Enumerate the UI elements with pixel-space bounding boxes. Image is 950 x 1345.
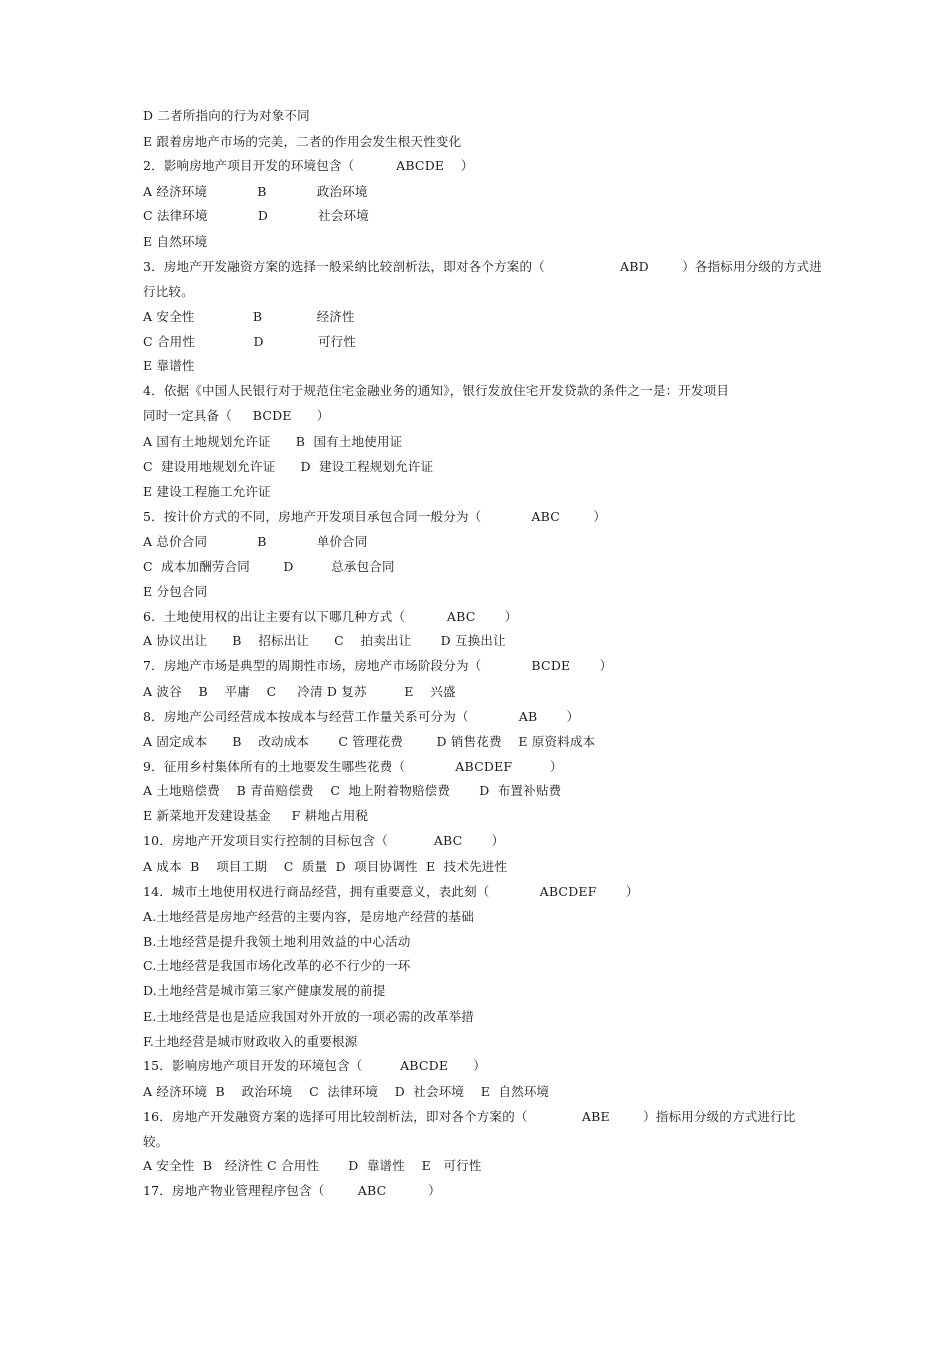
question-line: 8．房地产公司经营成本按成本与经营工作量关系可分为（ AB ） <box>143 709 580 724</box>
option-line: E 分包合同 <box>143 584 208 599</box>
option-line: C 建设用地规划允许证 D 建设工程规划允许证 <box>143 459 434 474</box>
question-line: 2．影响房地产项目开发的环境包含（ ABCDE ） <box>143 158 474 173</box>
option-line: A 安全性 B 经济性 C 合用性 D 靠谱性 E 可行性 <box>143 1158 482 1173</box>
option-line: D.土地经营是城市第三家产健康发展的前提 <box>143 983 386 998</box>
question-line: 行比较。 <box>143 284 194 299</box>
option-line: E 自然环境 <box>143 234 208 249</box>
option-line: C 法律环境 D 社会环境 <box>143 208 369 223</box>
option-line: C 成本加酬劳合同 D 总承包合同 <box>143 559 395 574</box>
option-line: A.土地经营是房地产经营的主要内容，是房地产经营的基础 <box>143 909 474 924</box>
option-line: E 建设工程施工允许证 <box>143 484 271 499</box>
option-line: A 成本 B 项目工期 C 质量 D 项目协调性 E 技术先进性 <box>143 859 508 874</box>
text-line: E 跟着房地产市场的完美，二者的作用会发生根天性变化 <box>143 134 462 149</box>
option-line: A 协议出让 B 招标出让 C 拍卖出让 D 互换出让 <box>143 633 506 648</box>
question-line: 15．影响房地产项目开发的环境包含（ ABCDE ） <box>143 1058 486 1073</box>
option-line: A 波谷 B 平庸 C 冷清 D 复苏 E 兴盛 <box>143 684 456 699</box>
option-line: E 靠谱性 <box>143 358 195 373</box>
option-line: B.土地经营是提升我领土地利用效益的中心活动 <box>143 934 411 949</box>
option-line: A 经济环境 B 政治环境 <box>143 184 368 199</box>
option-line: A 国有土地规划允许证 B 国有土地使用证 <box>143 434 403 449</box>
option-line: A 土地赔偿费 B 青苗赔偿费 C 地上附着物赔偿费 D 布置补贴费 <box>143 783 562 798</box>
option-line: A 总价合同 B 单价合同 <box>143 534 368 549</box>
question-line: 同时一定具备（ BCDE ） <box>143 408 330 423</box>
question-line: 16．房地产开发融资方案的选择可用比较剖析法，即对各个方案的（ ABE ）指标用分级的方式进行比 <box>143 1109 796 1124</box>
question-line: 3．房地产开发融资方案的选择一般采纳比较剖析法，即对各个方案的（ ABD ）各指标用分级的方式进 <box>143 259 822 274</box>
question-line: 17．房地产物业管理程序包含（ ABC ） <box>143 1183 441 1198</box>
option-line: C 合用性 D 可行性 <box>143 334 357 349</box>
option-line: E.土地经营是也是适应我国对外开放的一项必需的改革举措 <box>143 1009 474 1024</box>
question-line: 较。 <box>143 1134 169 1149</box>
option-line: C.土地经营是我国市场化改革的必不行少的一环 <box>143 958 411 973</box>
question-line: 5．按计价方式的不同，房地产开发项目承包合同一般分为（ ABC ） <box>143 509 607 524</box>
text-line: D 二者所指向的行为对象不同 <box>143 108 310 123</box>
question-line: 6．土地使用权的出让主要有以下哪几种方式（ ABC ） <box>143 609 518 624</box>
question-line: 10．房地产开发项目实行控制的目标包含（ ABC ） <box>143 833 505 848</box>
option-line: A 经济环境 B 政治环境 C 法律环境 D 社会环境 E 自然环境 <box>143 1084 550 1099</box>
option-line: A 固定成本 B 改动成本 C 管理花费 D 销售花费 E 原资料成本 <box>143 734 596 749</box>
option-line: A 安全性 B 经济性 <box>143 309 355 324</box>
option-line: F.土地经营是城市财政收入的重要根源 <box>143 1034 358 1049</box>
option-line: E 新菜地开发建设基金 F 耕地占用税 <box>143 808 369 823</box>
question-line: 9．征用乡村集体所有的土地要发生哪些花费（ ABCDEF ） <box>143 759 563 774</box>
question-line: 14．城市土地使用权进行商品经营，拥有重要意义，表此刻（ ABCDEF ） <box>143 884 639 899</box>
question-line: 4．依据《中国人民银行对于规范住宅金融业务的通知》，银行发放住宅开发贷款的条件之一是：开发项目 <box>143 383 730 398</box>
question-line: 7．房地产市场是典型的周期性市场，房地产市场阶段分为（ BCDE ） <box>143 658 613 673</box>
